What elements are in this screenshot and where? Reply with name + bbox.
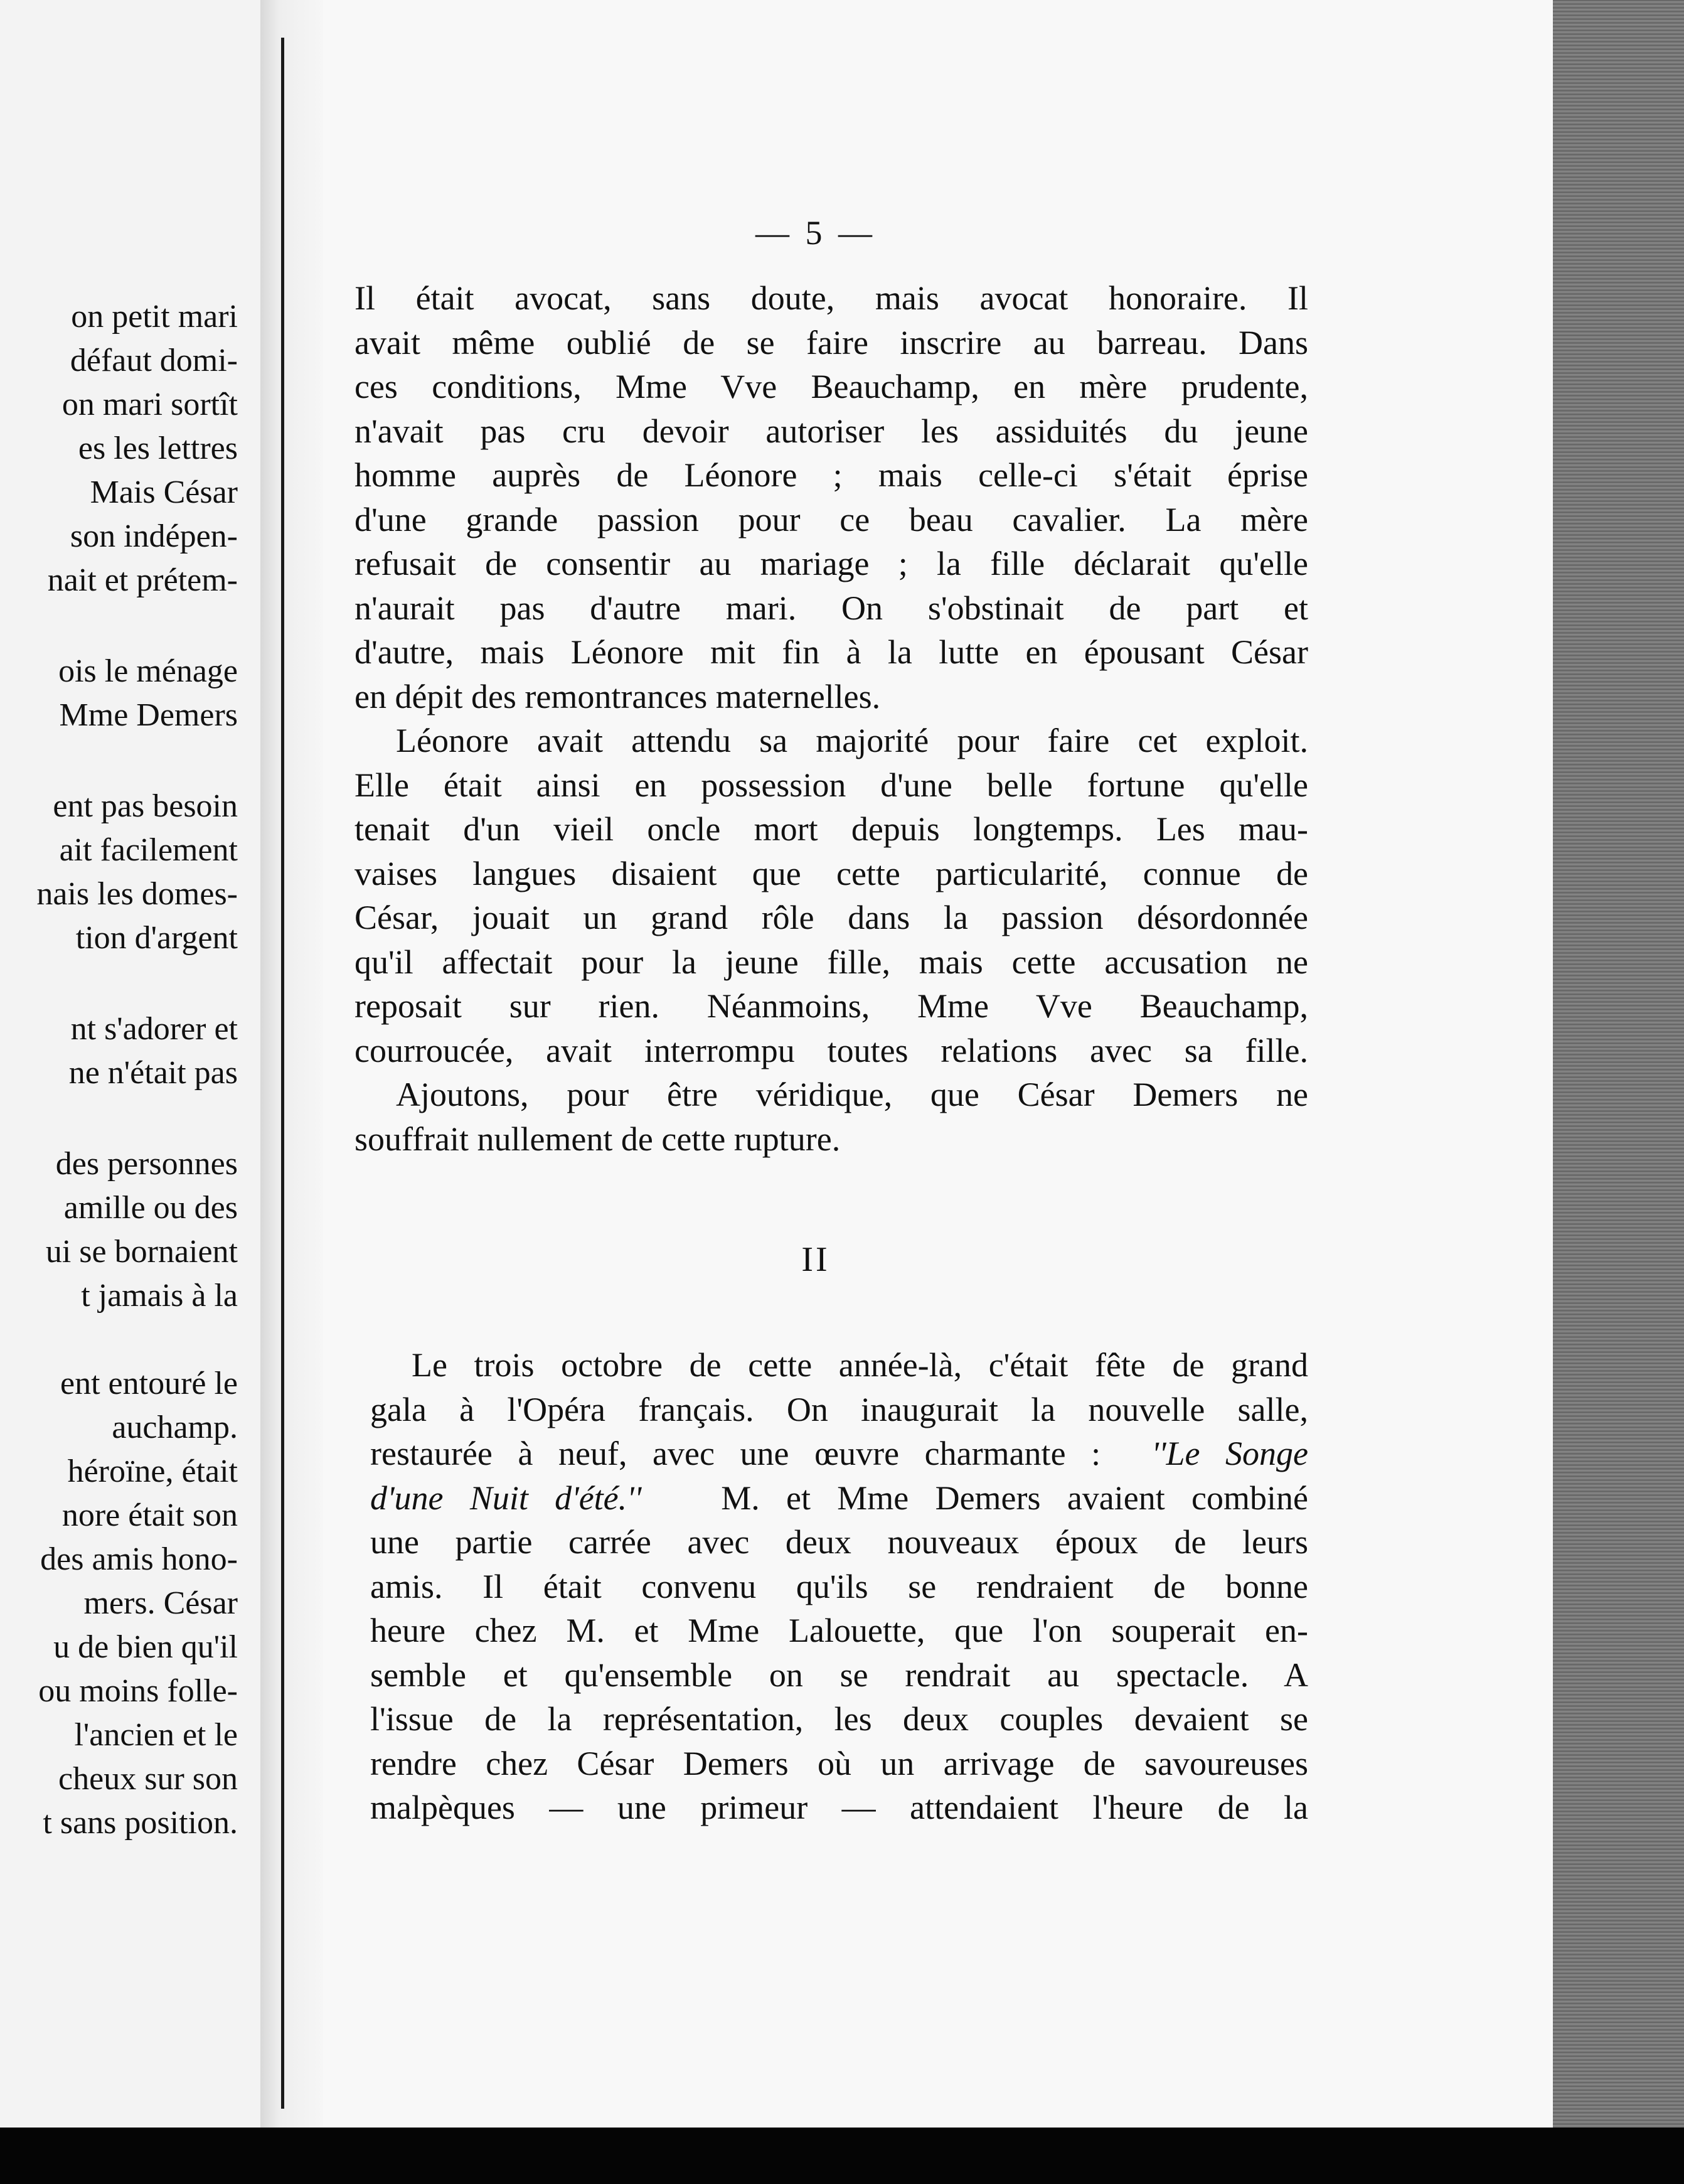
text-line: semble et qu'ensemble on se rendrait au spectacle. A xyxy=(370,1656,1308,1694)
left-page-line: héroïne, était xyxy=(67,1453,238,1489)
book-gutter xyxy=(260,0,323,2128)
text-line: n'avait pas cru devoir autoriser les assiduités du jeune xyxy=(354,412,1308,450)
left-page-line: amille ou des xyxy=(63,1190,238,1226)
body-text-section-2 xyxy=(370,1343,1308,1830)
left-page-line: tion d'argent xyxy=(75,920,238,956)
text-line: l'issue de la représentation, les deux couples devaient se xyxy=(370,1700,1308,1738)
left-page-line: ait facilement xyxy=(59,832,238,868)
left-page-line: ui se bornaient xyxy=(45,1234,238,1270)
left-page-line: défaut domi- xyxy=(70,343,238,378)
text-line: Léonore avait attendu sa majorité pour faire cet exploit. xyxy=(396,722,1308,759)
left-page-line: nt s'adorer et xyxy=(70,1011,238,1047)
text-line: heure chez M. et Mme Lalouette, que l'on souperait en- xyxy=(370,1612,1308,1649)
page-fold-shadow xyxy=(281,38,284,2109)
scan-bottom-border xyxy=(0,2128,1684,2184)
left-page-line: ois le ménage xyxy=(58,653,238,689)
text-line-part: restaurée à neuf, avec une œuvre charmante : xyxy=(370,1435,1101,1472)
text-line: une partie carrée avec deux nouveaux époux de leurs xyxy=(370,1523,1308,1561)
text-line-part: M. et Mme Demers avaient combiné xyxy=(721,1479,1308,1517)
text-line: souffrait nullement de cette rupture. xyxy=(354,1120,841,1158)
left-page-line: mers. César xyxy=(83,1585,238,1621)
left-page-line: Mme Demers xyxy=(59,697,238,733)
left-page-line: t jamais à la xyxy=(81,1278,238,1314)
left-page-line: nait et prétem- xyxy=(47,562,238,598)
text-line: Elle était ainsi en possession d'une belle fortune qu'elle xyxy=(354,766,1308,804)
left-page-line: es les lettres xyxy=(78,431,238,466)
left-page-line: son indépen- xyxy=(70,518,238,554)
text-line: tenait d'un vieil oncle mort depuis longtemps. Les mau- xyxy=(354,810,1308,848)
text-line: Il était avocat, sans doute, mais avocat honoraire. Il xyxy=(354,279,1308,317)
text-line: reposait sur rien. Néanmoins, Mme Vve Beauchamp, xyxy=(354,987,1308,1025)
page-number: — 5 — xyxy=(755,214,876,252)
text-line: d'une grande passion pour ce beau cavalier. La mère xyxy=(354,500,1308,538)
opera-title: d'une Nuit d'été.'' xyxy=(370,1479,642,1517)
left-page-line: on mari sortît xyxy=(61,387,238,422)
text-line: d'autre, mais Léonore mit fin à la lutte en épousant César xyxy=(354,633,1308,671)
text-line: malpèques — une primeur — attendaient l'heure de la xyxy=(370,1789,1308,1826)
text-line: en dépit des remontrances maternelles. xyxy=(354,677,881,715)
text-line: vaises langues disaient que cette particularité, connue de xyxy=(354,854,1308,892)
text-line: gala à l'Opéra français. On inaugurait la nouvelle salle, xyxy=(370,1390,1308,1428)
text-line: courroucée, avait interrompu toutes relations avec sa fille. xyxy=(354,1031,1308,1069)
book-cover-board xyxy=(1553,0,1684,2184)
left-page-line: Mais César xyxy=(90,474,238,510)
chapter-heading: II xyxy=(801,1240,830,1279)
text-line: amis. Il était convenu qu'ils se rendraient de bonne xyxy=(370,1567,1308,1605)
text-line: rendre chez César Demers où un arrivage de savoureuses xyxy=(370,1744,1308,1782)
text-line: homme auprès de Léonore ; mais celle-ci s'était éprise xyxy=(354,456,1308,494)
left-page-line: ent pas besoin xyxy=(53,788,238,824)
text-line: n'aurait pas d'autre mari. On s'obstinait de part et xyxy=(354,589,1308,627)
text-line: qu'il affectait pour la jeune fille, mais cette accusation ne xyxy=(354,943,1308,981)
opera-title: ''Le Songe xyxy=(1151,1435,1309,1472)
left-page-line: nais les domes- xyxy=(36,876,238,912)
text-line: César, jouait un grand rôle dans la passion désordonnée xyxy=(354,899,1308,936)
left-page-line: ne n'était pas xyxy=(68,1055,238,1091)
left-page-line: nore était son xyxy=(61,1497,238,1533)
body-text-section-1 xyxy=(354,276,1308,1161)
left-page-line: ou moins folle- xyxy=(38,1673,238,1709)
text-line xyxy=(370,1476,1308,1521)
previous-page xyxy=(0,0,260,2128)
text-line: Ajoutons, pour être véridique, que César Demers ne xyxy=(396,1076,1308,1113)
text-line: avait même oublié de se faire inscrire au barreau. Dans xyxy=(354,323,1308,361)
left-page-line: u de bien qu'il xyxy=(53,1629,238,1665)
left-page-line: l'ancien et le xyxy=(74,1717,238,1753)
text-line: refusait de consentir au mariage ; la fille déclarait qu'elle xyxy=(354,545,1308,582)
left-page-line: t sans position. xyxy=(43,1805,238,1841)
text-line xyxy=(370,1432,1308,1476)
left-page-line: auchamp. xyxy=(112,1410,238,1445)
left-page-line: ent entouré le xyxy=(60,1366,238,1401)
left-page-line: des personnes xyxy=(55,1146,238,1182)
left-page-line: cheux sur son xyxy=(58,1761,238,1797)
left-page-line: on petit mari xyxy=(71,299,238,335)
left-page-line: des amis hono- xyxy=(40,1541,238,1577)
text-line: Le trois octobre de cette année-là, c'était fête de grand xyxy=(412,1346,1308,1384)
text-line: ces conditions, Mme Vve Beauchamp, en mère prudente, xyxy=(354,368,1308,405)
